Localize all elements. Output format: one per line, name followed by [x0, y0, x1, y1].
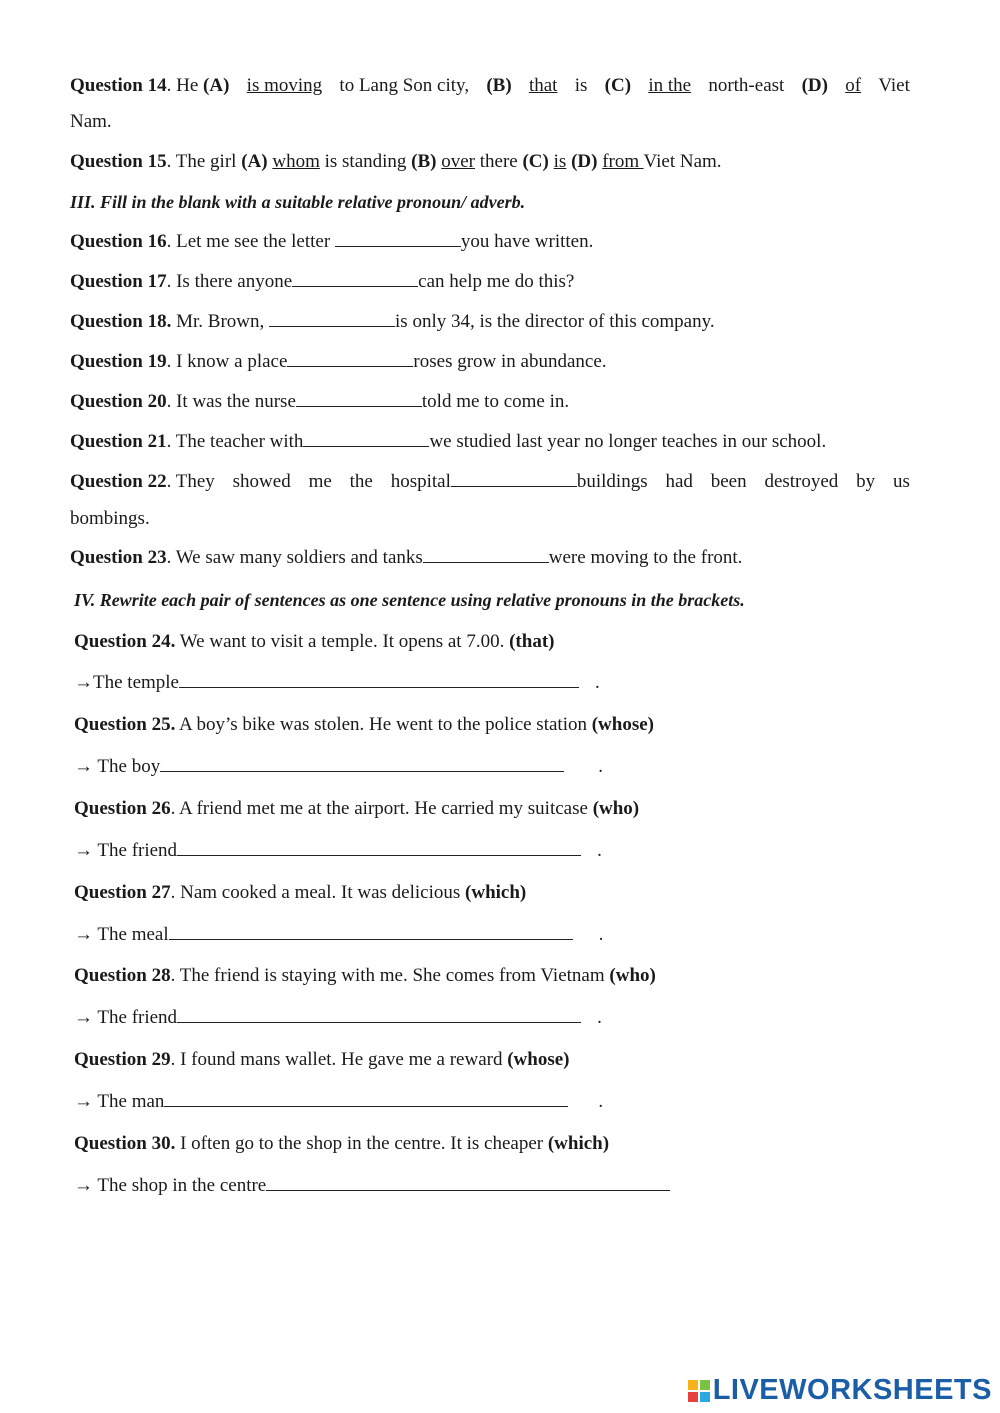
question-label: Question 25.	[74, 714, 176, 735]
answer-blank[interactable]	[451, 470, 577, 487]
question-label: Question 24.	[74, 631, 176, 652]
question-20: Question 20. It was the nurse told me to come in.	[70, 391, 570, 412]
hint: (whose)	[507, 1049, 570, 1070]
answer-blank[interactable]	[160, 755, 564, 772]
question-label: Question 20	[70, 391, 167, 412]
question-label: Question 23	[70, 547, 167, 568]
question-19: Question 19. I know a place roses grow in abundance.	[70, 351, 607, 372]
question-label: Question 29	[74, 1049, 171, 1070]
answer-blank[interactable]	[169, 923, 573, 940]
question-28-answer: → The friend .	[74, 1007, 602, 1028]
question-29: Question 29. I found mans wallet. He gave me a reward (whose)	[74, 1049, 570, 1070]
answer-blank[interactable]	[423, 546, 549, 563]
answer-blank[interactable]	[177, 1006, 581, 1023]
question-label: Question 18.	[70, 311, 172, 332]
question-21: Question 21. The teacher with we studied last year no longer teaches in our school.	[70, 431, 827, 452]
hint: (which)	[465, 882, 527, 903]
question-label: Question 17	[70, 271, 167, 292]
question-17: Question 17. Is there anyone can help me do this?	[70, 271, 575, 292]
option-d-underlined: from	[602, 151, 644, 172]
hint: (who)	[609, 965, 656, 986]
hint: (who)	[592, 798, 640, 819]
answer-blank[interactable]	[287, 350, 413, 367]
question-label: Question 14	[70, 75, 167, 96]
question-16: Question 16. Let me see the letter you have written.	[70, 231, 594, 252]
question-26: Question 26. A friend met me at the airport. He carried my suitcase (who)	[74, 798, 640, 819]
question-14: Question 14. He (A) is moving to Lang Son city, (B) that is (C) in the north-east (D) of Viet	[70, 75, 910, 96]
option-c-underlined: in the	[648, 75, 692, 96]
answer-blank[interactable]	[164, 1090, 568, 1107]
question-25-answer: → The boy .	[74, 756, 603, 777]
answer-blank[interactable]	[179, 671, 579, 688]
question-27: Question 27. Nam cooked a meal. It was delicious (which)	[74, 882, 527, 903]
question-label: Question 15	[70, 151, 167, 172]
answer-blank[interactable]	[266, 1174, 670, 1191]
liveworksheets-logo	[688, 1374, 992, 1407]
option-c-underlined: is	[553, 151, 567, 172]
section-3-heading: III. Fill in the blank with a suitable relative pronoun/ adverb.	[70, 192, 526, 212]
question-24: Question 24. We want to visit a temple. It opens at 7.00. (that)	[74, 631, 555, 652]
question-26-answer: → The friend .	[74, 840, 602, 861]
question-15: Question 15. The girl (A) whom is standing (B) over there (C) is (D) from Viet Nam.	[70, 151, 722, 172]
question-22-continuation: bombings.	[70, 508, 150, 529]
hint: (which)	[547, 1133, 610, 1154]
question-label: Question 28	[74, 965, 171, 986]
question-label: Question 21	[70, 431, 167, 452]
answer-blank[interactable]	[335, 230, 461, 247]
answer-blank[interactable]	[303, 430, 429, 447]
question-27-answer: → The meal .	[74, 924, 604, 945]
logo-text: LIVEWORKSHEETS	[712, 1374, 992, 1406]
question-label: Question 22	[70, 471, 167, 492]
question-30: Question 30. I often go to the shop in the centre. It is cheaper (which)	[74, 1133, 610, 1154]
logo-grid-icon	[688, 1380, 710, 1402]
question-label: Question 26	[74, 798, 171, 819]
answer-blank[interactable]	[292, 270, 418, 287]
question-22: Question 22. They showed me the hospital buildings had been destroyed by us	[70, 471, 910, 492]
question-25: Question 25. A boy’s bike was stolen. He went to the police station (whose)	[74, 714, 654, 735]
option-d-underlined: of	[845, 75, 862, 96]
option-a-underlined: is moving	[246, 75, 323, 96]
question-label: Question 27	[74, 882, 171, 903]
question-29-answer: → The man .	[74, 1091, 604, 1112]
question-14-continuation: Nam.	[70, 111, 112, 132]
answer-blank[interactable]	[177, 839, 581, 856]
question-24-answer: →The temple .	[74, 672, 600, 693]
question-label: Question 19	[70, 351, 167, 372]
question-18: Question 18. Mr. Brown, is only 34, is the director of this company.	[70, 311, 715, 332]
question-30-answer: → The shop in the centre	[74, 1174, 910, 1198]
section-4-heading: IV. Rewrite each pair of sentences as one sentence using relative pronouns in the brackets.	[74, 590, 745, 610]
option-b-underlined: over	[441, 151, 475, 172]
hint: (whose)	[591, 714, 654, 735]
hint: (that)	[509, 631, 555, 652]
answer-blank[interactable]	[296, 390, 422, 407]
question-label: Question 16	[70, 231, 167, 252]
option-a-underlined: whom	[272, 151, 320, 172]
question-label: Question 30.	[74, 1133, 176, 1154]
option-b-underlined: that	[528, 75, 558, 96]
question-28: Question 28. The friend is staying with me. She comes from Vietnam (who)	[74, 965, 656, 986]
question-23: Question 23. We saw many soldiers and tanks were moving to the front.	[70, 547, 743, 568]
answer-blank[interactable]	[269, 310, 395, 327]
